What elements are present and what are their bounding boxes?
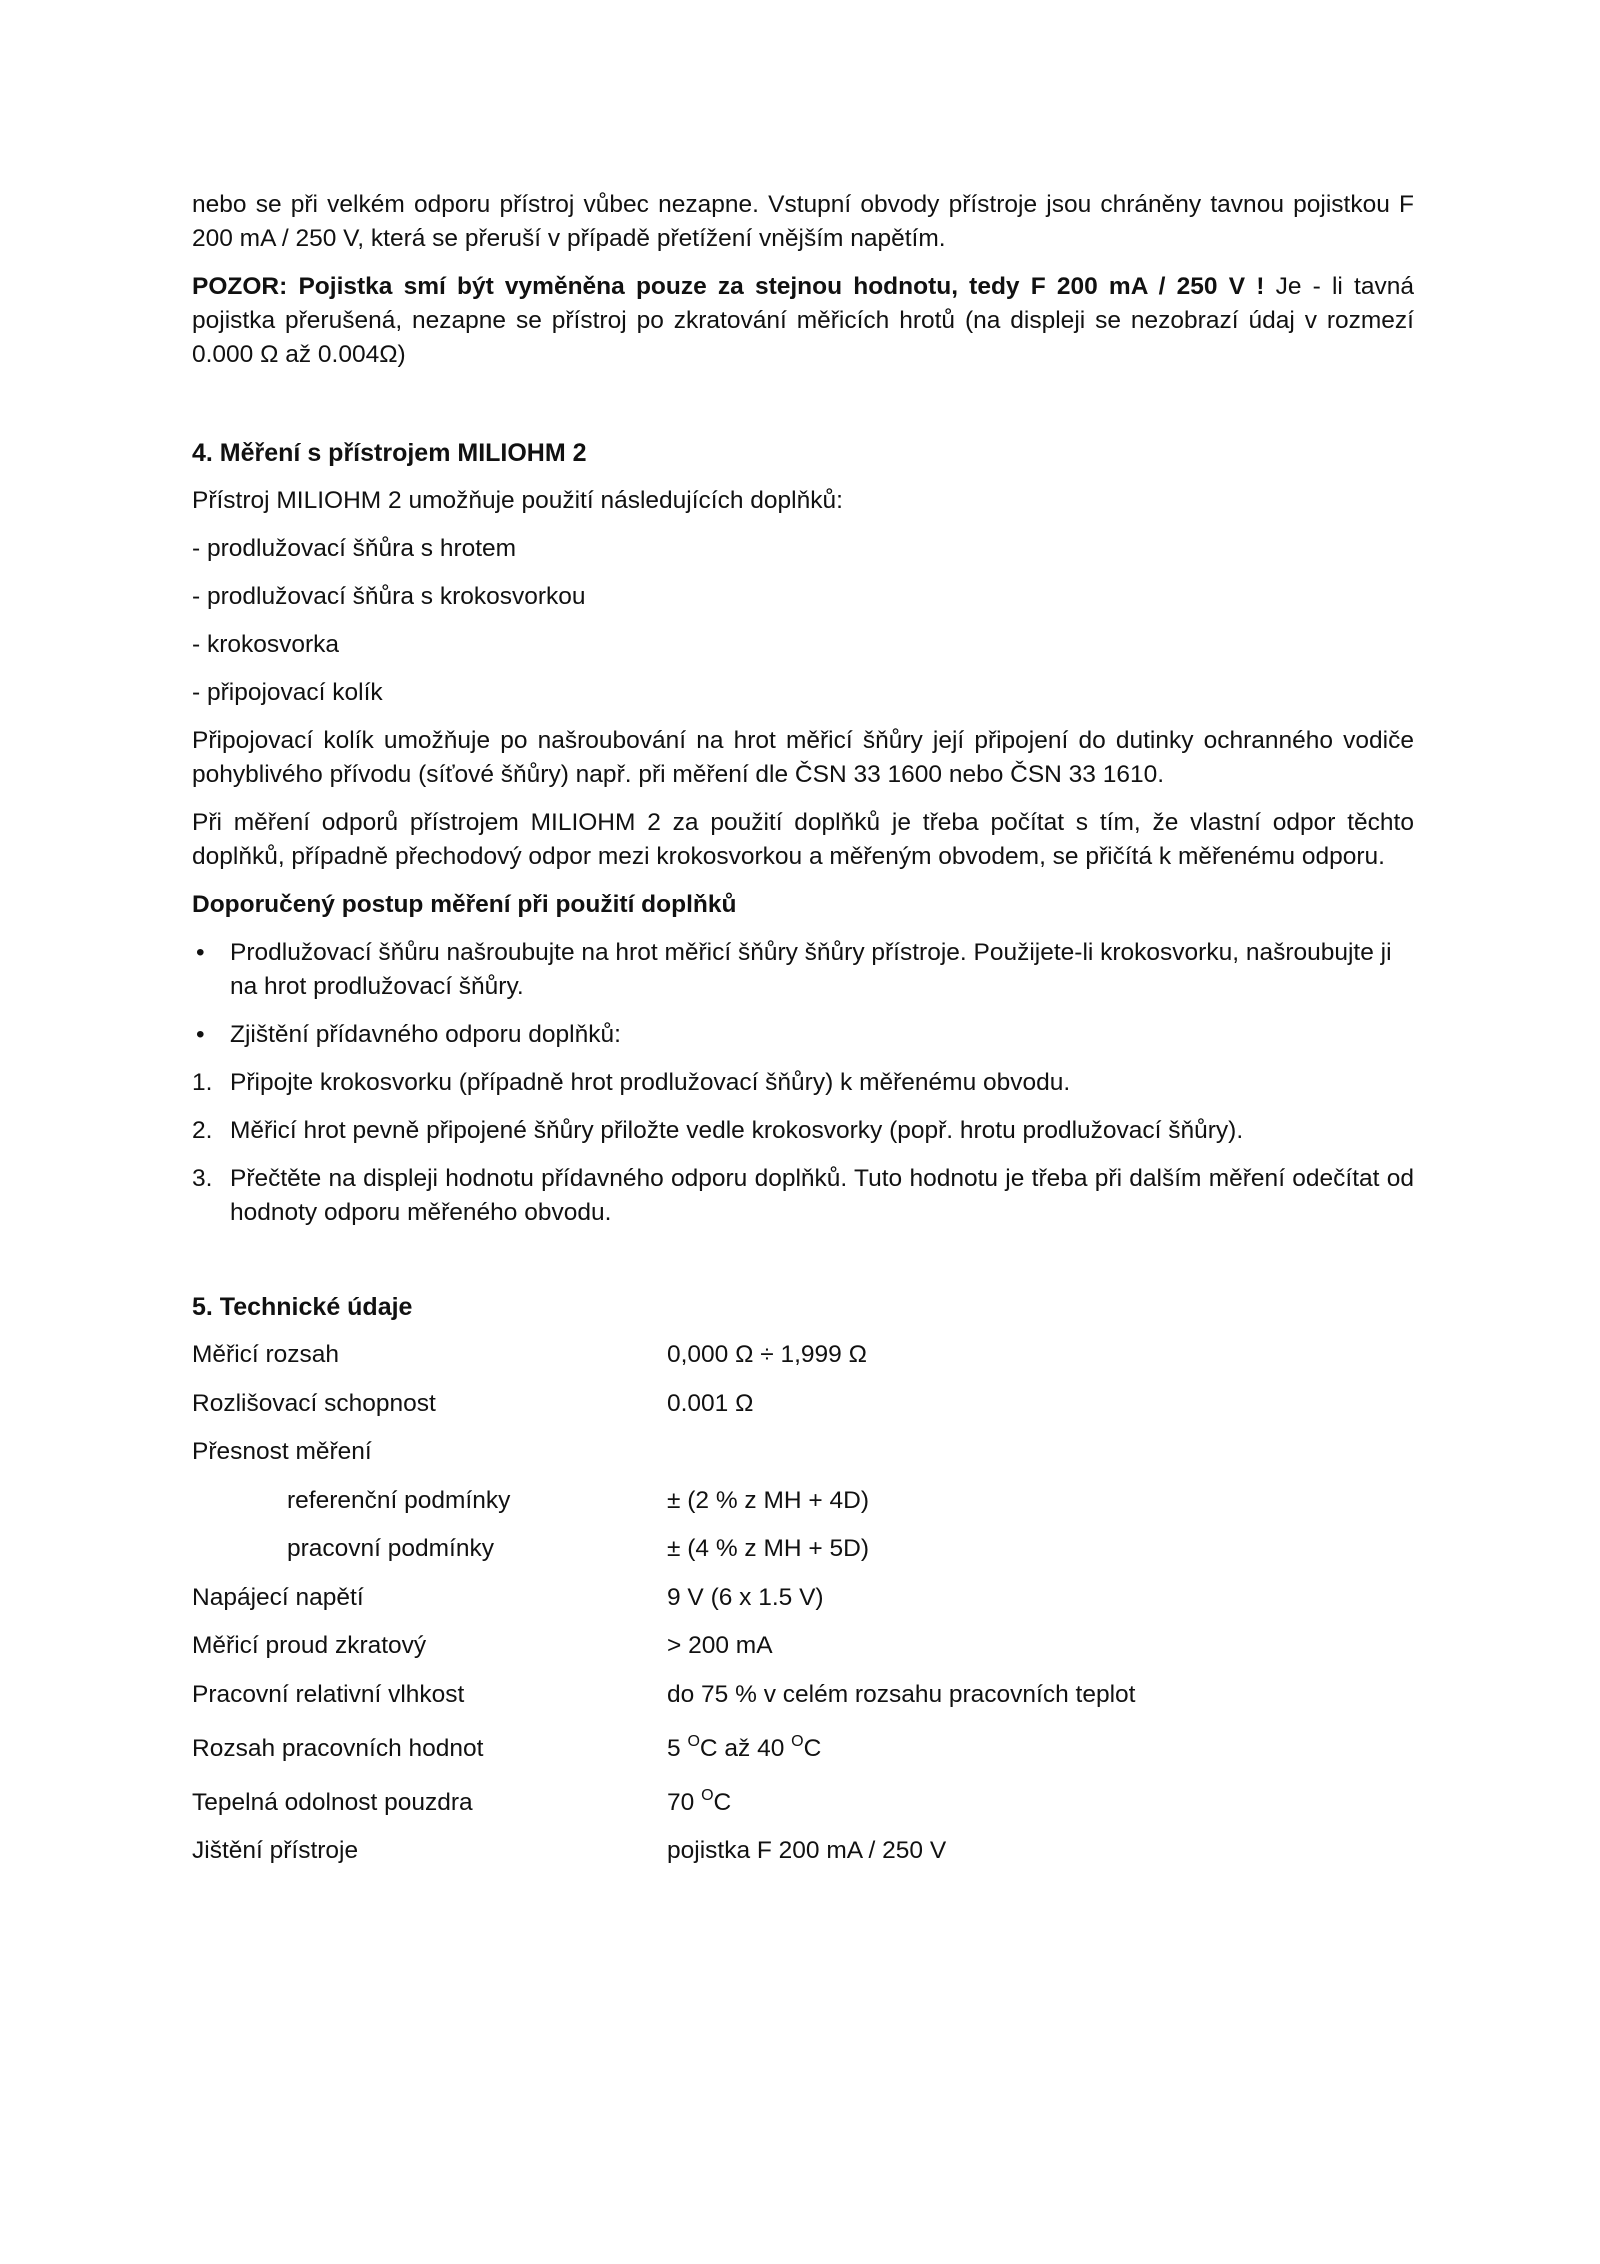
spec-value: pojistka F 200 mA / 250 V — [667, 1837, 947, 1864]
spec-label: Pracovní relativní vlhkost — [192, 1680, 465, 1708]
spec-label: Přesnost měření — [192, 1438, 372, 1465]
intro-paragraph: nebo se při velkém odporu přístroj vůbec nezapne. Vstupní obvody přístroje jsou chráněny tavnou pojistkou F 200 mA / 250 V, která se přeruší v případě přetížení vnějším napětím. — [192, 191, 1414, 252]
procedure-bullet-item — [192, 936, 1414, 1004]
spec-label: referenční podmínky — [287, 1486, 511, 1514]
procedure-step-item — [192, 1114, 1414, 1148]
spec-value: ± (2 % z MH + 4D) — [667, 1486, 869, 1514]
spec-label: Rozsah pracovních hodnot — [192, 1734, 484, 1762]
connector-pin-paragraph: Připojovací kolík umožňuje po našroubování na hrot měřicí šňůry její připojení do dutinky ochranného vodiče pohyblivého přívodu (síťové šňůry) např. při měření dle ČSN 33 1600 nebo ČSN 33 1610. — [192, 727, 1414, 788]
spec-label: Jištění přístroje — [192, 1837, 359, 1864]
procedure-bullet-item — [192, 1018, 1414, 1052]
spec-row-reference-conditions — [192, 1484, 1414, 1518]
section-4-heading: 4. Měření s přístrojem MILIOHM 2 — [192, 439, 587, 467]
spec-label: Tepelná odolnost pouzdra — [192, 1788, 473, 1816]
spec-value-part: 70 — [667, 1788, 702, 1816]
fuse-warning-paragraph — [192, 270, 1414, 372]
spec-row-short-circuit-current — [192, 1629, 1414, 1663]
spec-row-temperature-range — [192, 1732, 1414, 1766]
accessory-item: - prodlužovací šňůra s krokosvorkou — [192, 583, 586, 610]
degree-superscript: O — [701, 1786, 714, 1804]
spec-value-part: C — [803, 1734, 822, 1762]
spec-value: 9 V (6 x 1.5 V) — [667, 1583, 824, 1611]
step-text: Připojte krokosvorku (případně hrot prodlužovací šňůry) k měřenému obvodu. — [230, 1069, 1071, 1096]
step-number: 2. — [192, 1117, 213, 1144]
spec-label: pracovní podmínky — [287, 1535, 494, 1562]
bullet-marker: • — [196, 1021, 205, 1048]
spec-value: 0,000 Ω ÷ 1,999 Ω — [667, 1341, 867, 1368]
spec-value — [667, 1732, 821, 1766]
degree-superscript: O — [687, 1732, 700, 1750]
spec-value: ± (4 % z MH + 5D) — [667, 1535, 869, 1562]
step-number: 1. — [192, 1069, 213, 1096]
spec-row-heat-resistance — [192, 1786, 1414, 1820]
spec-label: Měřicí proud zkratový — [192, 1632, 427, 1659]
procedure-step-item — [192, 1066, 1414, 1100]
procedure-bullet-text: Prodlužovací šňůru našroubujte na hrot měřicí šňůry šňůry přístroje. Použijete-li krokosvorku, našroubujte ji na hrot prodlužovací šňůry. — [230, 939, 1392, 1000]
procedure-step-item — [192, 1162, 1414, 1230]
spec-value-part: C — [713, 1788, 732, 1816]
spec-row-accuracy — [192, 1435, 1414, 1469]
step-text: Měřicí hrot pevně připojené šňůry přiložte vedle krokosvorky (popř. hrotu prodlužovací šňůry). — [230, 1117, 1244, 1144]
section-5-heading: 5. Technické údaje — [192, 1293, 413, 1321]
spec-value: 0.001 Ω — [667, 1389, 754, 1417]
bullet-marker: • — [196, 939, 205, 966]
spec-table — [192, 1338, 1414, 1868]
fuse-warning-bold: POZOR: Pojistka smí být vyměněna pouze za stejnou hodnotu, tedy F 200 mA / 250 V ! — [192, 273, 1265, 300]
spec-value-part: C až 40 — [699, 1734, 792, 1762]
spec-row-working-conditions — [192, 1532, 1414, 1566]
spec-row-fuse — [192, 1834, 1414, 1868]
accessory-item: - krokosvorka — [192, 631, 340, 658]
spec-row-humidity — [192, 1678, 1414, 1712]
spec-value — [667, 1786, 731, 1820]
step-number: 3. — [192, 1165, 213, 1192]
resistance-note-paragraph: Při měření odporů přístrojem MILIOHM 2 za použití doplňků je třeba počítat s tím, že vlastní odpor těchto doplňků, případně přechodový odpor mezi krokosvorkou a měřeným obvodem, se přičítá k měřenému odporu. — [192, 809, 1414, 870]
procedure-heading: Doporučený postup měření při použití doplňků — [192, 891, 737, 918]
spec-row-supply-voltage — [192, 1581, 1414, 1615]
spec-row-range — [192, 1338, 1414, 1372]
step-text: Přečtěte na displeji hodnotu přídavného odporu doplňků. Tuto hodnotu je třeba při dalším měření odečítat od hodnoty odporu měřeného obvodu. — [230, 1165, 1414, 1226]
section-4-lead: Přístroj MILIOHM 2 umožňuje použití následujících doplňků: — [192, 487, 843, 514]
spec-row-resolution — [192, 1387, 1414, 1421]
spec-label: Rozlišovací schopnost — [192, 1389, 436, 1417]
fuse-warning-text: Je - li tavná pojistka přerušená, nezapne se přístroj po zkratování měřicích hrotů (na displeji se nezobrazí údaj v rozmezí 0.000 Ω až 0.004Ω) — [192, 273, 1414, 368]
degree-superscript: O — [791, 1732, 804, 1750]
spec-value: > 200 mA — [667, 1632, 773, 1659]
procedure-bullet-text: Zjištění přídavného odporu doplňků: — [230, 1021, 621, 1048]
spec-value: do 75 % v celém rozsahu pracovních teplot — [667, 1680, 1136, 1708]
spec-label: Napájecí napětí — [192, 1583, 364, 1611]
spec-value-part: 5 — [667, 1734, 688, 1762]
accessory-item: - prodlužovací šňůra s hrotem — [192, 535, 517, 562]
spec-label: Měřicí rozsah — [192, 1341, 340, 1368]
accessory-item: - připojovací kolík — [192, 679, 383, 706]
page-content — [192, 188, 1414, 1868]
